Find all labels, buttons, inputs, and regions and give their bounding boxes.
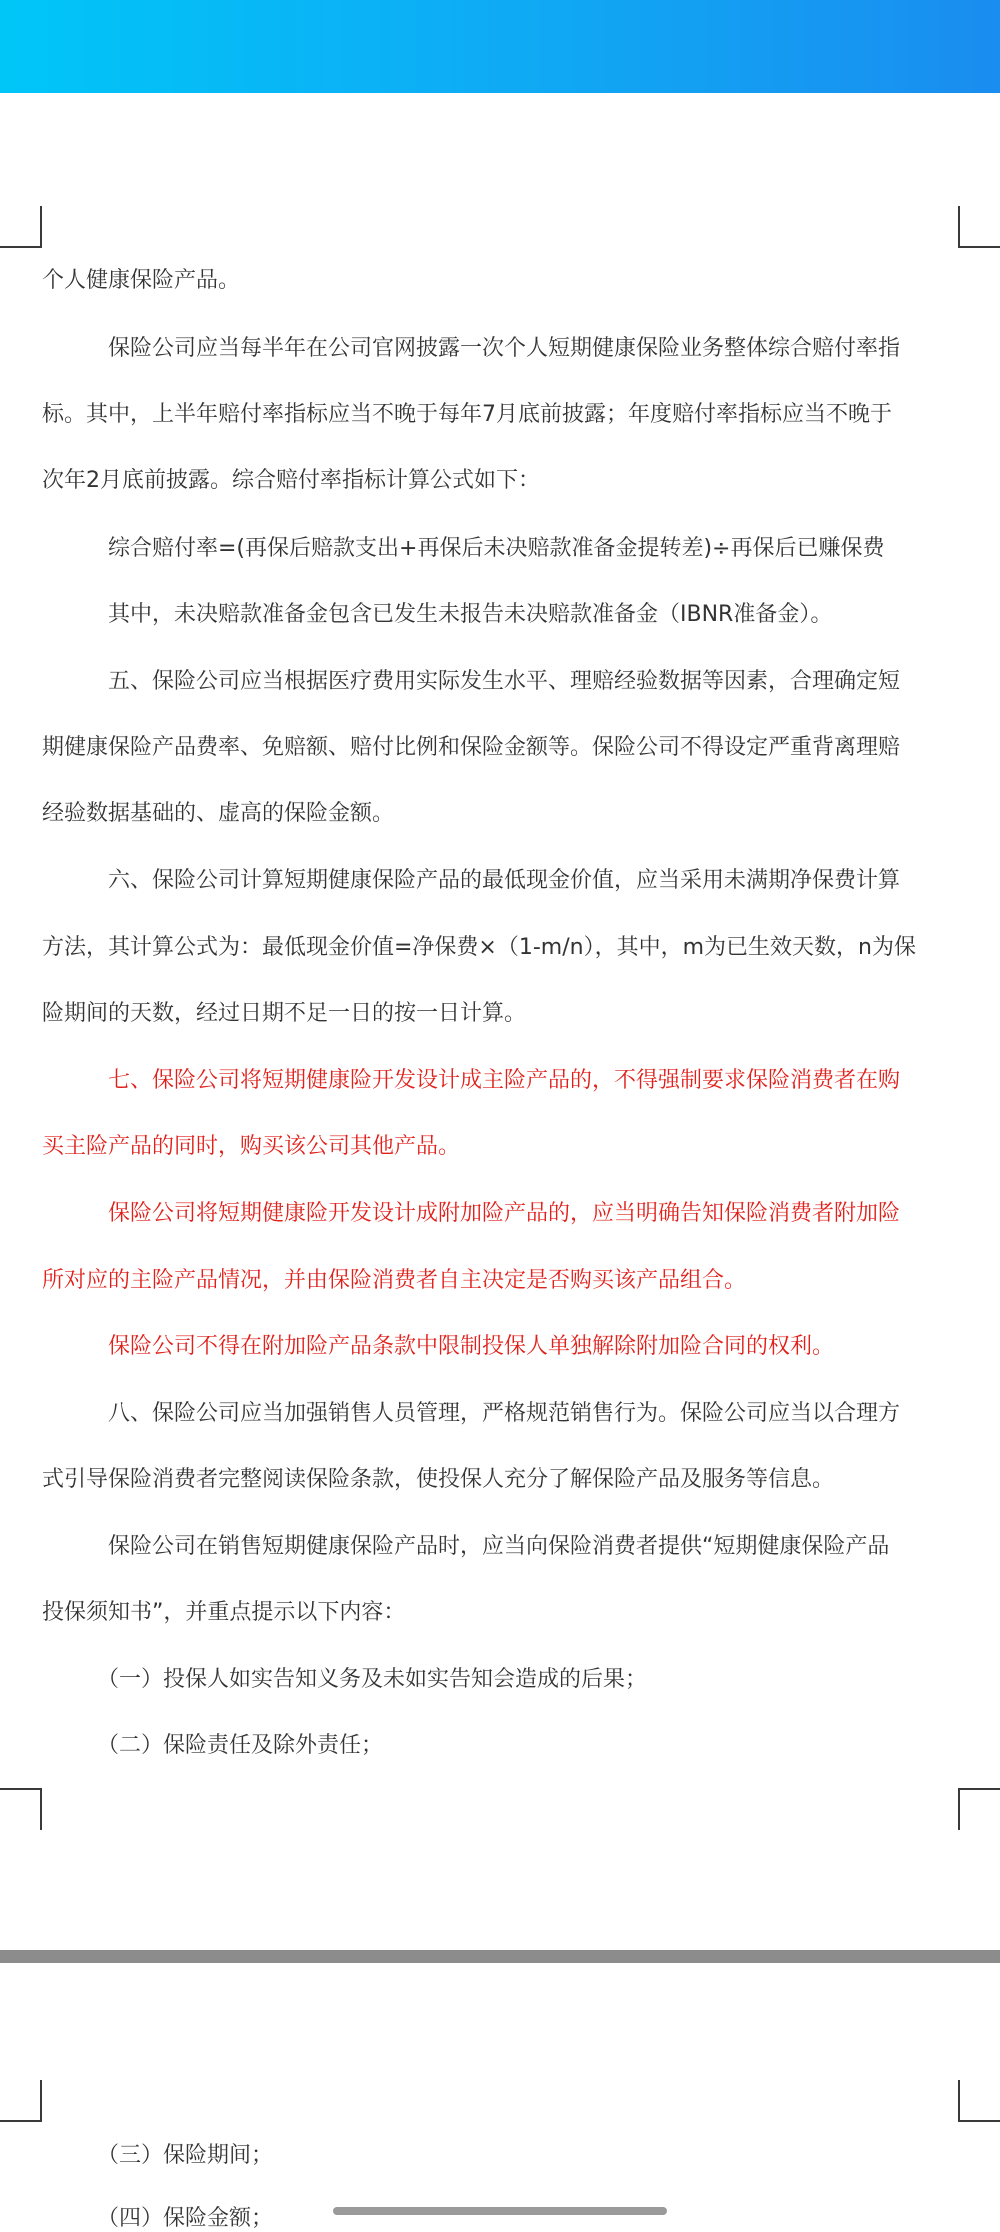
document-page <box>0 93 1000 1950</box>
list-item: （四）保险金额； <box>42 2206 274 2231</box>
paragraph-line: 保险公司在销售短期健康保险产品时，应当向保险消费者提供“短期健康保险产品 <box>42 1534 890 1559</box>
document-page <box>0 1963 1000 2231</box>
paragraph-line: 期健康保险产品费率、免赔额、赔付比例和保险金额等。保险公司不得设定严重背离理赔 <box>42 735 901 760</box>
list-item: （一）投保人如实告知义务及未如实告知会造成的后果； <box>42 1667 648 1692</box>
crop-mark-bottom-left <box>0 1788 42 1830</box>
scroll-indicator[interactable] <box>333 2207 667 2215</box>
paragraph-line: 险期间的天数，经过日期不足一日的按一日计算。 <box>42 1001 527 1026</box>
paragraph-line: 个人健康保险产品。 <box>42 268 241 293</box>
crop-mark-top-right <box>958 2080 1000 2122</box>
crop-mark-bottom-right <box>958 1788 1000 1830</box>
list-item: （二）保险责任及除外责任； <box>42 1733 384 1758</box>
paragraph-line: 方法，其计算公式为：最低现金价值=净保费×（1-m/n），其中，m为已生效天数，n为保 <box>42 935 916 960</box>
crop-mark-top-left <box>0 206 42 248</box>
paragraph-line: 五、保险公司应当根据医疗费用实际发生水平、理赔经验数据等因素，合理确定短 <box>42 669 901 694</box>
crop-mark-top-right <box>958 206 1000 248</box>
paragraph-line: 次年2月底前披露。综合赔付率指标计算公式如下： <box>42 468 540 493</box>
paragraph-line: 投保须知书”，并重点提示以下内容： <box>42 1600 406 1625</box>
page-divider <box>0 1950 1000 1963</box>
highlighted-line: 保险公司不得在附加险产品条款中限制投保人单独解除附加险合同的权利。 <box>42 1334 835 1359</box>
paragraph-line: 经验数据基础的、虚高的保险金额。 <box>42 801 395 826</box>
list-item: （三）保险期间； <box>42 2143 274 2168</box>
paragraph-line: 其中，未决赔款准备金包含已发生未报告未决赔款准备金（IBNR准备金）。 <box>42 602 833 627</box>
paragraph-line: 八、保险公司应当加强销售人员管理，严格规范销售行为。保险公司应当以合理方 <box>42 1401 901 1426</box>
highlighted-line: 买主险产品的同时，购买该公司其他产品。 <box>42 1134 461 1159</box>
highlighted-line: 保险公司将短期健康险开发设计成附加险产品的，应当明确告知保险消费者附加险 <box>42 1201 901 1226</box>
highlighted-line: 七、保险公司将短期健康险开发设计成主险产品的，不得强制要求保险消费者在购 <box>42 1068 901 1093</box>
status-bar <box>0 0 1000 93</box>
paragraph-line: 式引导保险消费者完整阅读保险条款，使投保人充分了解保险产品及服务等信息。 <box>42 1467 835 1492</box>
paragraph-line: 标。其中，上半年赔付率指标应当不晚于每年7月底前披露；年度赔付率指标应当不晚于 <box>42 402 892 427</box>
highlighted-line: 所对应的主险产品情况，并由保险消费者自主决定是否购买该产品组合。 <box>42 1268 747 1293</box>
crop-mark-top-left <box>0 2080 42 2122</box>
paragraph-line: 六、保险公司计算短期健康保险产品的最低现金价值，应当采用未满期净保费计算 <box>42 868 901 893</box>
paragraph-line: 保险公司应当每半年在公司官网披露一次个人短期健康保险业务整体综合赔付率指 <box>42 336 901 361</box>
formula-line: 综合赔付率=(再保后赔款支出+再保后未决赔款准备金提转差)÷再保后已赚保费 <box>42 536 885 561</box>
